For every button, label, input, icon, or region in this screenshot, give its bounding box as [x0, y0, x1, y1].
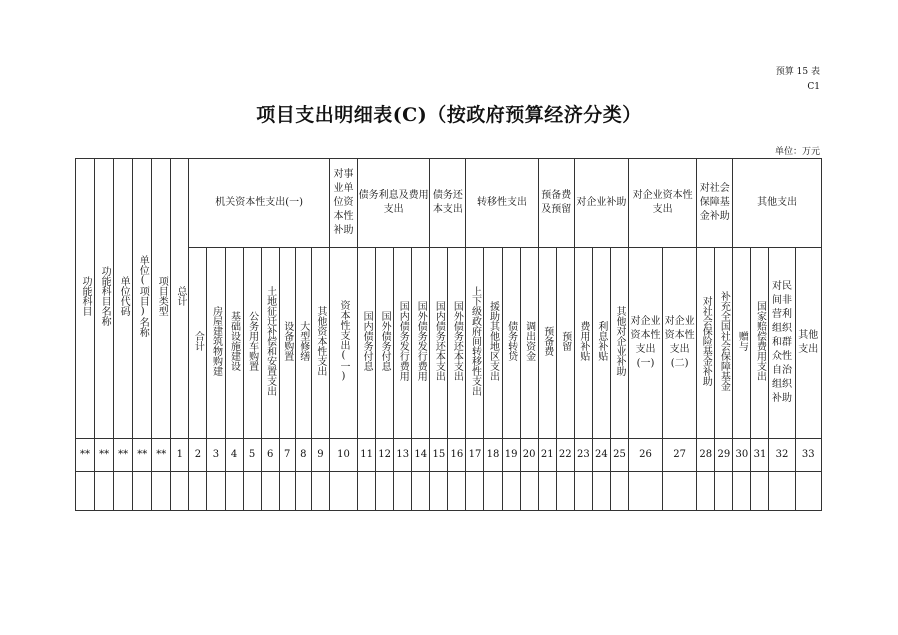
col-project-type: 项目类型 — [152, 159, 171, 439]
index-cell: 25 — [610, 439, 628, 472]
sub-col-2: 合计 — [189, 248, 207, 439]
index-cell: 4 — [225, 439, 243, 472]
sub-col-19: 债务转贷 — [502, 248, 520, 439]
sub-col-21: 预备费 — [538, 248, 556, 439]
index-cell: 8 — [295, 439, 311, 472]
index-cell: ** — [95, 439, 114, 472]
group-capital-exp-1: 机关资本性支出(一) — [189, 159, 330, 248]
index-cell: 21 — [538, 439, 556, 472]
sub-col-15: 国内债务还本支出 — [430, 248, 448, 439]
sub-col-31: 国家赔偿费用支出 — [751, 248, 769, 439]
index-cell: 28 — [697, 439, 715, 472]
empty-cell — [329, 472, 357, 511]
empty-cell — [95, 472, 114, 511]
empty-cell — [663, 472, 697, 511]
sub-col-9: 其他资本性支出 — [311, 248, 329, 439]
index-cell: ** — [152, 439, 171, 472]
sub-col-12: 国外债务付息 — [376, 248, 394, 439]
index-cell: 15 — [430, 439, 448, 472]
index-cell: 29 — [715, 439, 733, 472]
index-cell: 5 — [243, 439, 261, 472]
index-cell: ** — [76, 439, 95, 472]
index-cell: 31 — [751, 439, 769, 472]
sub-col-3: 房屋建筑物购建 — [207, 248, 225, 439]
sub-col-24: 利息补贴 — [592, 248, 610, 439]
empty-cell — [520, 472, 538, 511]
sub-col-20: 调出资金 — [520, 248, 538, 439]
empty-cell — [795, 472, 821, 511]
sub-col-16: 国外债务还本支出 — [448, 248, 466, 439]
col-func-subject-name: 功能科目名称 — [95, 159, 114, 439]
empty-cell — [114, 472, 133, 511]
col-func-subject: 功能科目 — [76, 159, 95, 439]
sub-col-11: 国内债务付息 — [358, 248, 376, 439]
index-cell: 33 — [795, 439, 821, 472]
index-cell: 26 — [628, 439, 662, 472]
empty-cell — [628, 472, 662, 511]
empty-cell — [715, 472, 733, 511]
page-title: 项目支出明细表(C)（按政府预算经济分类） — [256, 104, 642, 126]
form-subcode: C1 — [807, 82, 820, 92]
index-cell: 11 — [358, 439, 376, 472]
group-debt-interest: 债务利息及费用支出 — [358, 159, 430, 248]
index-row — [76, 439, 822, 472]
empty-cell — [358, 472, 376, 511]
group-institution-capital-subsidy: 对事业单位资本性补助 — [329, 159, 357, 248]
index-cell: 22 — [556, 439, 574, 472]
index-cell: 14 — [412, 439, 430, 472]
group-reserve: 预备费及预留 — [538, 159, 574, 248]
index-cell: 20 — [520, 439, 538, 472]
data-row-empty — [76, 472, 822, 511]
index-cell: 6 — [261, 439, 279, 472]
col-unit-code: 单位代码 — [114, 159, 133, 439]
index-cell: 23 — [574, 439, 592, 472]
sub-col-14: 国外债务发行费用 — [412, 248, 430, 439]
index-cell: 32 — [769, 439, 795, 472]
index-cell: 24 — [592, 439, 610, 472]
empty-cell — [574, 472, 592, 511]
empty-cell — [610, 472, 628, 511]
sub-col-30: 赠与 — [733, 248, 751, 439]
sub-col-8: 大型修缮 — [295, 248, 311, 439]
empty-cell — [133, 472, 152, 511]
empty-cell — [697, 472, 715, 511]
empty-cell — [538, 472, 556, 511]
empty-cell — [279, 472, 295, 511]
sub-col-6: 土地征迁补偿和安置支出 — [261, 248, 279, 439]
sub-col-13: 国内债务发行费用 — [394, 248, 412, 439]
index-cell: 10 — [329, 439, 357, 472]
sub-col-5: 公务用车购置 — [243, 248, 261, 439]
sub-col-17: 上下级政府间转移性支出 — [466, 248, 484, 439]
group-other: 其他支出 — [733, 159, 822, 248]
sub-col-7: 设备购置 — [279, 248, 295, 439]
empty-cell — [448, 472, 466, 511]
empty-cell — [376, 472, 394, 511]
empty-cell — [261, 472, 279, 511]
empty-cell — [207, 472, 225, 511]
sub-col-28: 对社会保险基金补助 — [697, 248, 715, 439]
col-unit-project-name: 单位(项目)名称 — [133, 159, 152, 439]
index-cell: 3 — [207, 439, 225, 472]
index-cell: 19 — [502, 439, 520, 472]
group-social-security: 对社会保障基金补助 — [697, 159, 733, 248]
unit-label: 单位：万元 — [774, 147, 820, 157]
index-cell: 30 — [733, 439, 751, 472]
sub-col-32: 对民间非营利 组织和群众性 自治组织补助 — [769, 248, 795, 439]
empty-cell — [243, 472, 261, 511]
empty-cell — [769, 472, 795, 511]
sub-col-18: 援助其他地区支出 — [484, 248, 502, 439]
index-cell: ** — [133, 439, 152, 472]
sub-col-10: 资本性支出(一) — [329, 248, 357, 439]
empty-cell — [295, 472, 311, 511]
empty-cell — [76, 472, 95, 511]
index-cell: 13 — [394, 439, 412, 472]
detail-table — [75, 158, 822, 511]
index-cell: 7 — [279, 439, 295, 472]
empty-cell — [733, 472, 751, 511]
empty-cell — [171, 472, 189, 511]
group-transfer: 转移性支出 — [466, 159, 538, 248]
index-cell: 17 — [466, 439, 484, 472]
index-cell: ** — [114, 439, 133, 472]
index-cell: 12 — [376, 439, 394, 472]
index-cell: 2 — [189, 439, 207, 472]
empty-cell — [225, 472, 243, 511]
sub-col-22: 预留 — [556, 248, 574, 439]
index-cell: 27 — [663, 439, 697, 472]
index-cell: 16 — [448, 439, 466, 472]
col-total: 总计 — [171, 159, 189, 439]
form-code: 预算 15 表 — [775, 67, 820, 77]
empty-cell — [430, 472, 448, 511]
empty-cell — [152, 472, 171, 511]
empty-cell — [394, 472, 412, 511]
empty-cell — [556, 472, 574, 511]
sub-col-25: 其他对企业补助 — [610, 248, 628, 439]
index-cell: 9 — [311, 439, 329, 472]
index-cell: 18 — [484, 439, 502, 472]
index-cell: 1 — [171, 439, 189, 472]
empty-cell — [751, 472, 769, 511]
sub-col-33: 其他支出 — [795, 248, 821, 439]
empty-cell — [484, 472, 502, 511]
empty-cell — [189, 472, 207, 511]
empty-cell — [466, 472, 484, 511]
group-enterprise-subsidy: 对企业补助 — [574, 159, 628, 248]
group-debt-principal: 债务还本支出 — [430, 159, 466, 248]
sub-col-23: 费用补贴 — [574, 248, 592, 439]
empty-cell — [592, 472, 610, 511]
sub-col-27: 对企业资本性支出(二) — [663, 248, 697, 439]
sub-col-29: 补充全国社会保障基金 — [715, 248, 733, 439]
sub-col-26: 对企业资本性支出(一) — [628, 248, 662, 439]
empty-cell — [311, 472, 329, 511]
empty-cell — [502, 472, 520, 511]
group-enterprise-capital: 对企业资本性支出 — [628, 159, 696, 248]
sub-col-4: 基础设施建设 — [225, 248, 243, 439]
empty-cell — [412, 472, 430, 511]
